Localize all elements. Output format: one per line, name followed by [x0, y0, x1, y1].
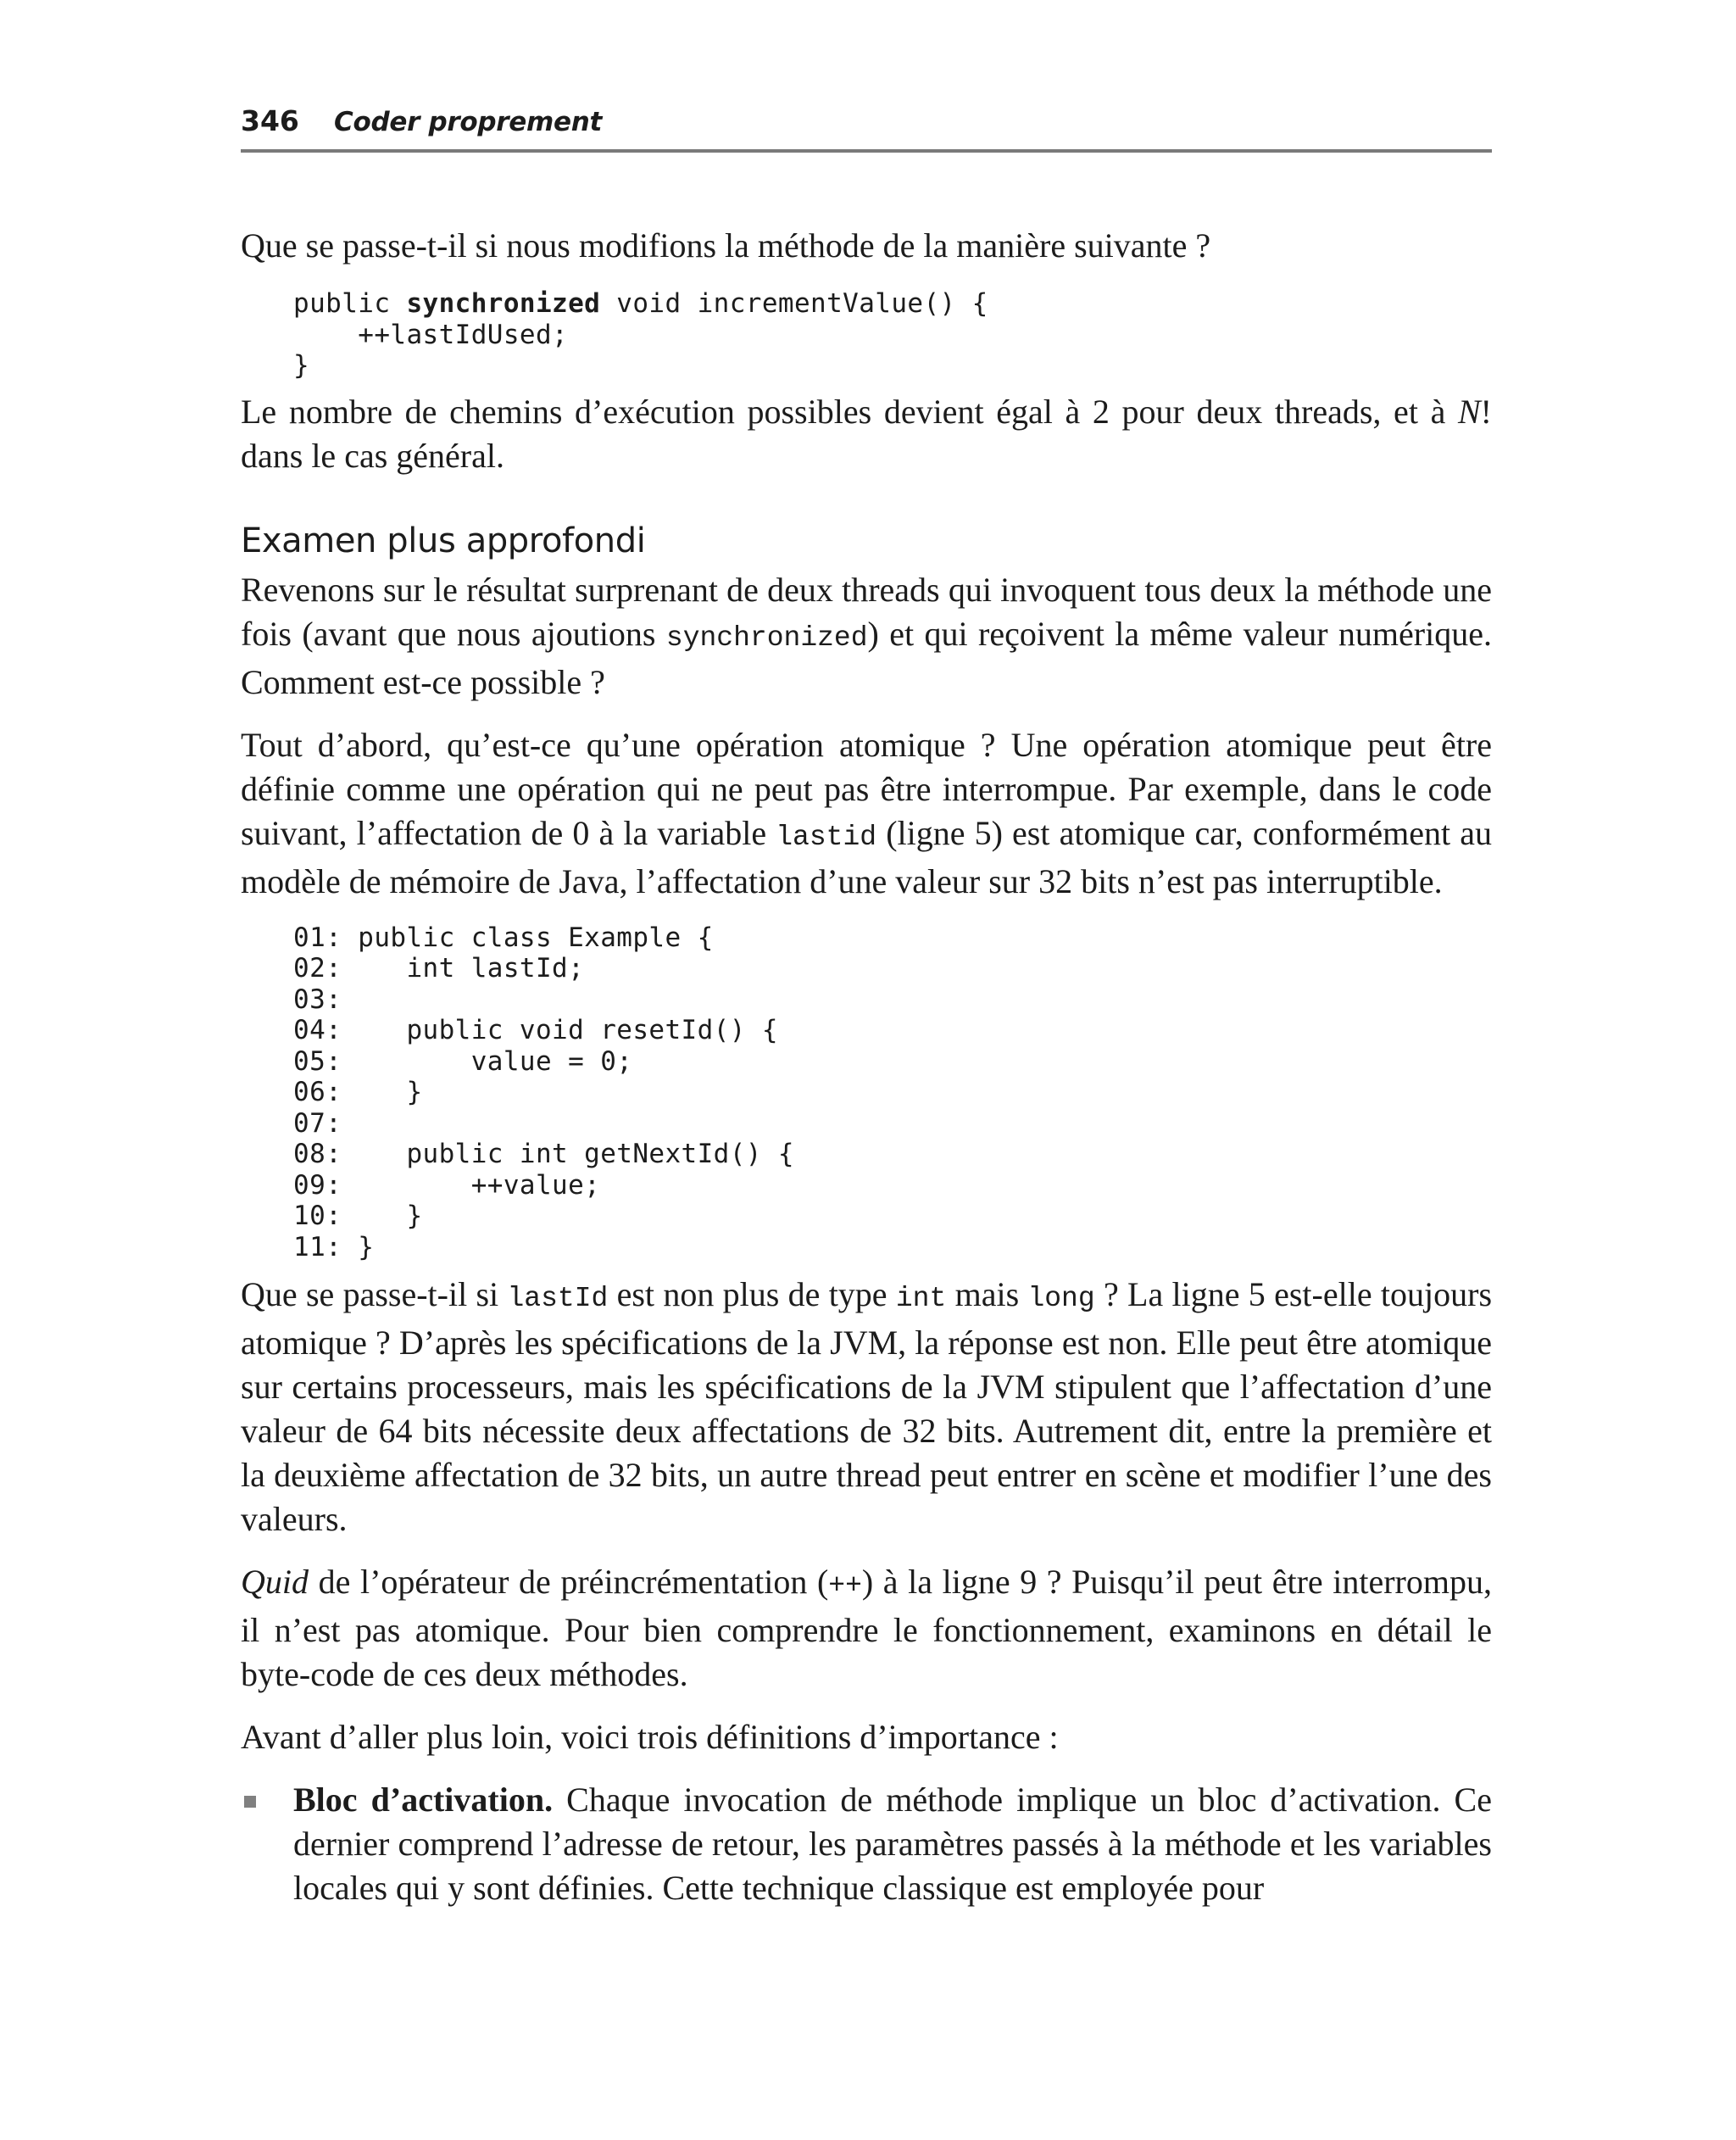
inline-code: ++: [828, 1570, 862, 1602]
header-rule: [241, 149, 1492, 153]
code-line: 01: public class Example {: [293, 922, 714, 953]
intro-question: Que se passe-t-il si nous modifions la méthode de la manière suivante ?: [241, 226, 1211, 265]
paragraph-surprising-result: Revenons sur le résultat surprenant de deux threads qui invoquent tous deux la méthode une fois (avant que nous ajoutions synchronized) et qui reçoivent la même valeur numérique. Comment est-ce possible ?: [241, 570, 1492, 701]
inline-code: lastid: [776, 821, 877, 853]
code-line: 05: value = 0;: [293, 1045, 633, 1077]
inline-code: long: [1027, 1283, 1095, 1314]
paragraph-long-type: Que se passe-t-il si lastId est non plus de type int mais long ? La ligne 5 est-elle toujours atomique ? D’après les spécifications de la JVM, la réponse est non. Elle peut être atomique sur certains processeurs, mais les spécifications de la JVM stipulent que l’affectation d’une valeur de 64 bits nécessite deux affectations de 32 bits. Autrement dit, entre la première et la deuxième affectation de 32 bits, un autre thread peut entrer en scène et modifier l’une des valeurs.: [241, 1275, 1493, 1538]
running-header: [241, 100, 1492, 151]
page-content: [241, 224, 1492, 1910]
math-variable: N: [1457, 392, 1481, 431]
code-line: ++lastIdUsed;: [293, 319, 569, 350]
list-item: [241, 1778, 1492, 1910]
code-line: 06: }: [293, 1077, 423, 1107]
code-line: public synchronized void incrementValue() {: [293, 288, 988, 319]
page-number: 346: [241, 104, 299, 137]
list-item-text: Bloc d’activation. Chaque invocation de méthode implique un bloc d’activation. Ce dernier comprend l’adresse de retour, les paramètres passés à la méthode et les variables locales qui y sont définies. Cette technique classique est employée pour: [293, 1781, 1492, 1907]
paragraph-atomic-operation: Tout d’abord, qu’est-ce qu’une opération atomique ? Une opération atomique peut être définie comme une opération qui ne peut pas être interrompue. Par exemple, dans le code suivant, l’affectation de 0 à la variable lastid (ligne 5) est atomique car, conformément au modèle de mémoire de Java, l’affectation d’une valeur sur 32 bits n’est pas interruptible.: [241, 725, 1493, 900]
code-line: 03:: [293, 984, 342, 1015]
book-title: Coder proprement: [334, 107, 603, 137]
inline-code: synchronized: [665, 621, 868, 654]
code-line: 04: public void resetId() {: [293, 1015, 778, 1045]
inline-code: lastId: [507, 1283, 609, 1314]
code-line: 02: int lastId;: [293, 953, 585, 984]
paragraph-preincrement: Quid de l’opérateur de préincrémentation (++) à la ligne 9 ? Puisqu’il peut être interrompu, il n’est pas atomique. Pour bien comprendre le fonctionnement, examinons en détail le byte-code de ces deux méthodes.: [241, 1563, 1492, 1693]
square-bullet-icon: [244, 1796, 256, 1808]
code-line: 08: public int getNextId() {: [293, 1139, 794, 1169]
code-listing-synchronized: [293, 288, 1492, 382]
section-heading: Examen plus approfondi: [241, 521, 646, 560]
paragraph-definitions-intro: Avant d’aller plus loin, voici trois définitions d’importance :: [241, 1718, 1059, 1756]
code-line: }: [293, 350, 310, 381]
italic-term: Quid: [241, 1563, 309, 1601]
code-line: 07:: [293, 1107, 342, 1139]
definition-term: Bloc d’activation.: [293, 1781, 554, 1819]
code-line: 11: }: [293, 1231, 375, 1262]
code-line: 10: }: [293, 1201, 423, 1231]
code-line: 09: ++value;: [293, 1169, 601, 1201]
inline-code: int: [895, 1283, 947, 1314]
paragraph-execution-paths: Le nombre de chemins d’exécution possibles devient égal à 2 pour deux threads, et à N! dans le cas général.: [241, 392, 1492, 475]
code-listing-example: [293, 922, 1492, 1263]
code-keyword: synchronized: [406, 288, 601, 319]
